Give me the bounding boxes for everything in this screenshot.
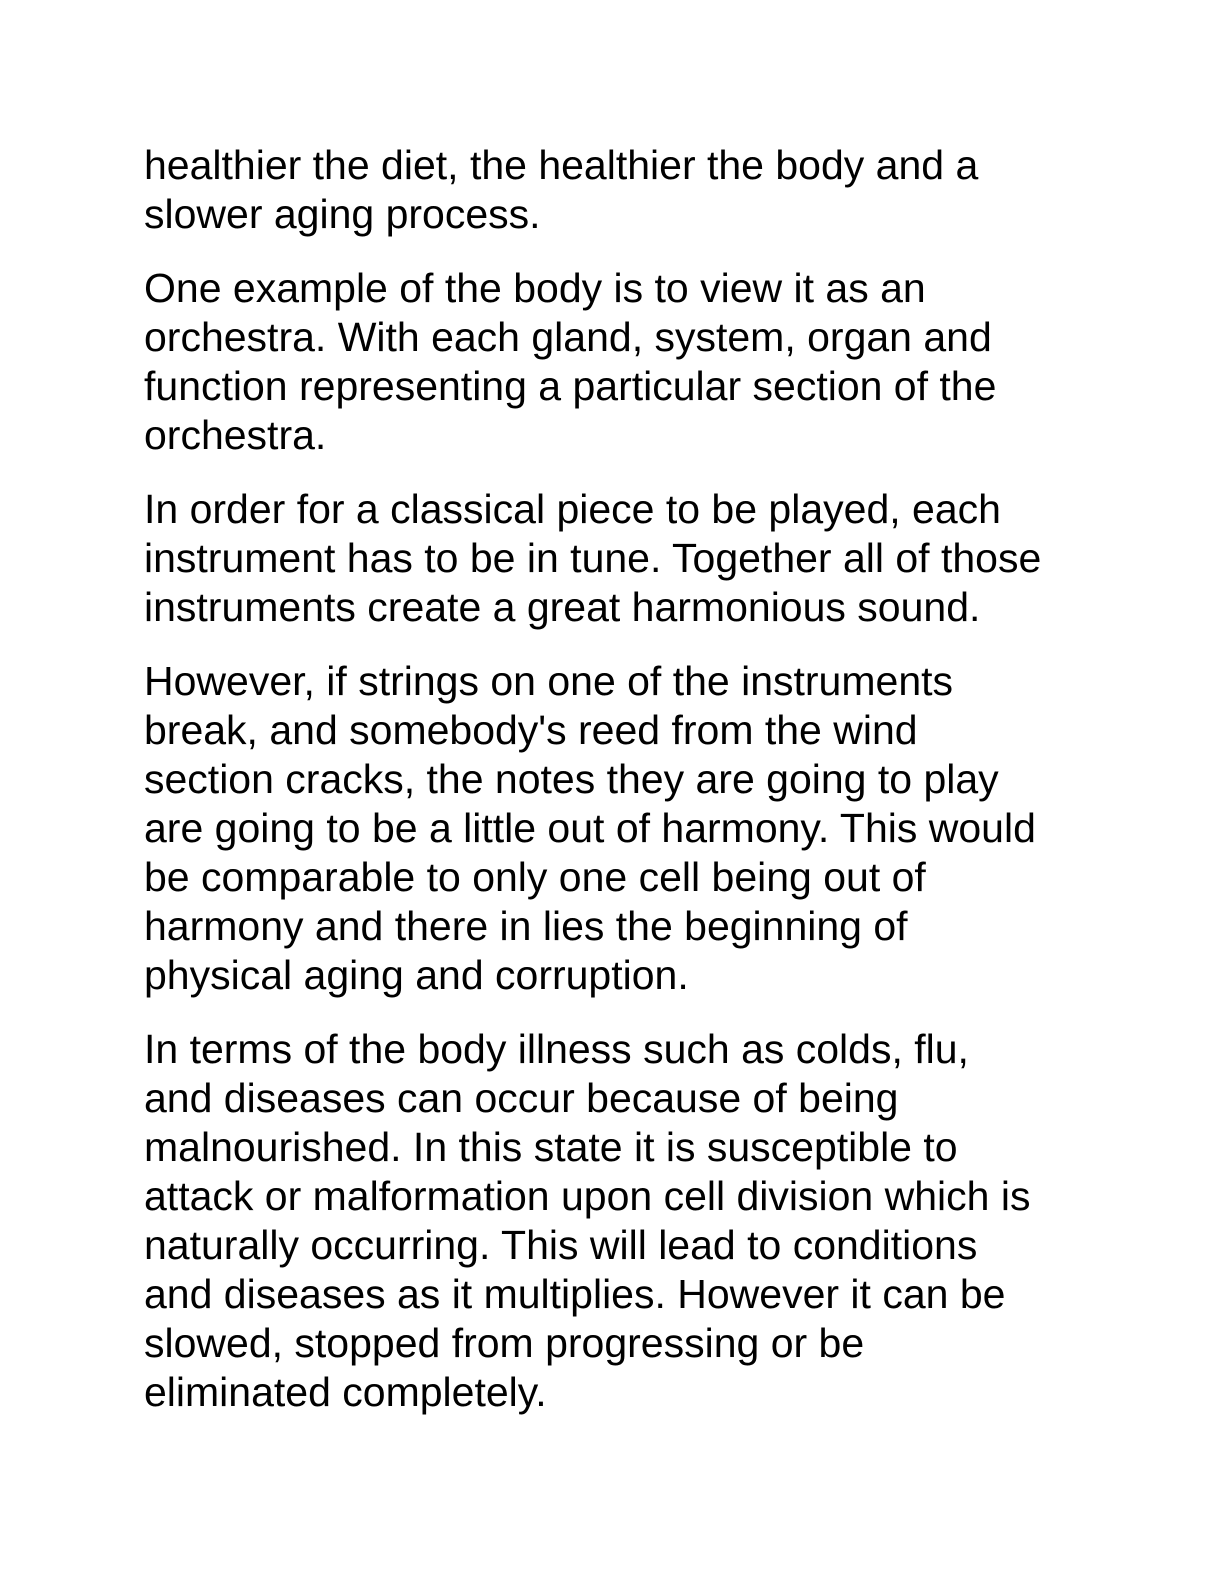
paragraph-5	[144, 1025, 1084, 1417]
paragraph-line: instruments create a great harmonious sound.	[144, 584, 981, 630]
paragraph-line: section cracks, the notes they are going to play	[144, 756, 999, 802]
paragraph-line: In terms of the body illness such as colds, flu,	[144, 1026, 969, 1072]
paragraph-3	[144, 485, 1084, 632]
paragraph-line: healthier the diet, the healthier the body and a	[144, 142, 979, 188]
document-body	[144, 141, 1084, 1442]
paragraph-line: harmony and there in lies the beginning of	[144, 903, 908, 949]
paragraph-line: naturally occurring. This will lead to conditions	[144, 1222, 978, 1268]
paragraph-line: orchestra. With each gland, system, organ and	[144, 314, 992, 360]
paragraph-line: and diseases as it multiplies. However it can be	[144, 1271, 1006, 1317]
paragraph-line: eliminated completely.	[144, 1369, 547, 1415]
paragraph-line: slowed, stopped from progressing or be	[144, 1320, 865, 1366]
paragraph-2	[144, 264, 1084, 460]
paragraph-line: malnourished. In this state it is susceptible to	[144, 1124, 958, 1170]
paragraph-line: instrument has to be in tune. Together all of those	[144, 535, 1042, 581]
paragraph-line: slower aging process.	[144, 191, 541, 237]
paragraph-line: attack or malformation upon cell division which is	[144, 1173, 1031, 1219]
paragraph-4	[144, 657, 1084, 1000]
paragraph-line: function representing a particular section of the	[144, 363, 997, 409]
paragraph-line: orchestra.	[144, 412, 327, 458]
paragraph-line: be comparable to only one cell being out of	[144, 854, 926, 900]
paragraph-line: However, if strings on one of the instruments	[144, 658, 954, 704]
paragraph-line: physical aging and corruption.	[144, 952, 689, 998]
paragraph-line: are going to be a little out of harmony. This would	[144, 805, 1036, 851]
paragraph-line: One example of the body is to view it as an	[144, 265, 926, 311]
paragraph-line: and diseases can occur because of being	[144, 1075, 899, 1121]
paragraph-line: break, and somebody's reed from the wind	[144, 707, 918, 753]
paragraph-1	[144, 141, 1084, 239]
paragraph-line: In order for a classical piece to be played, each	[144, 486, 1001, 532]
